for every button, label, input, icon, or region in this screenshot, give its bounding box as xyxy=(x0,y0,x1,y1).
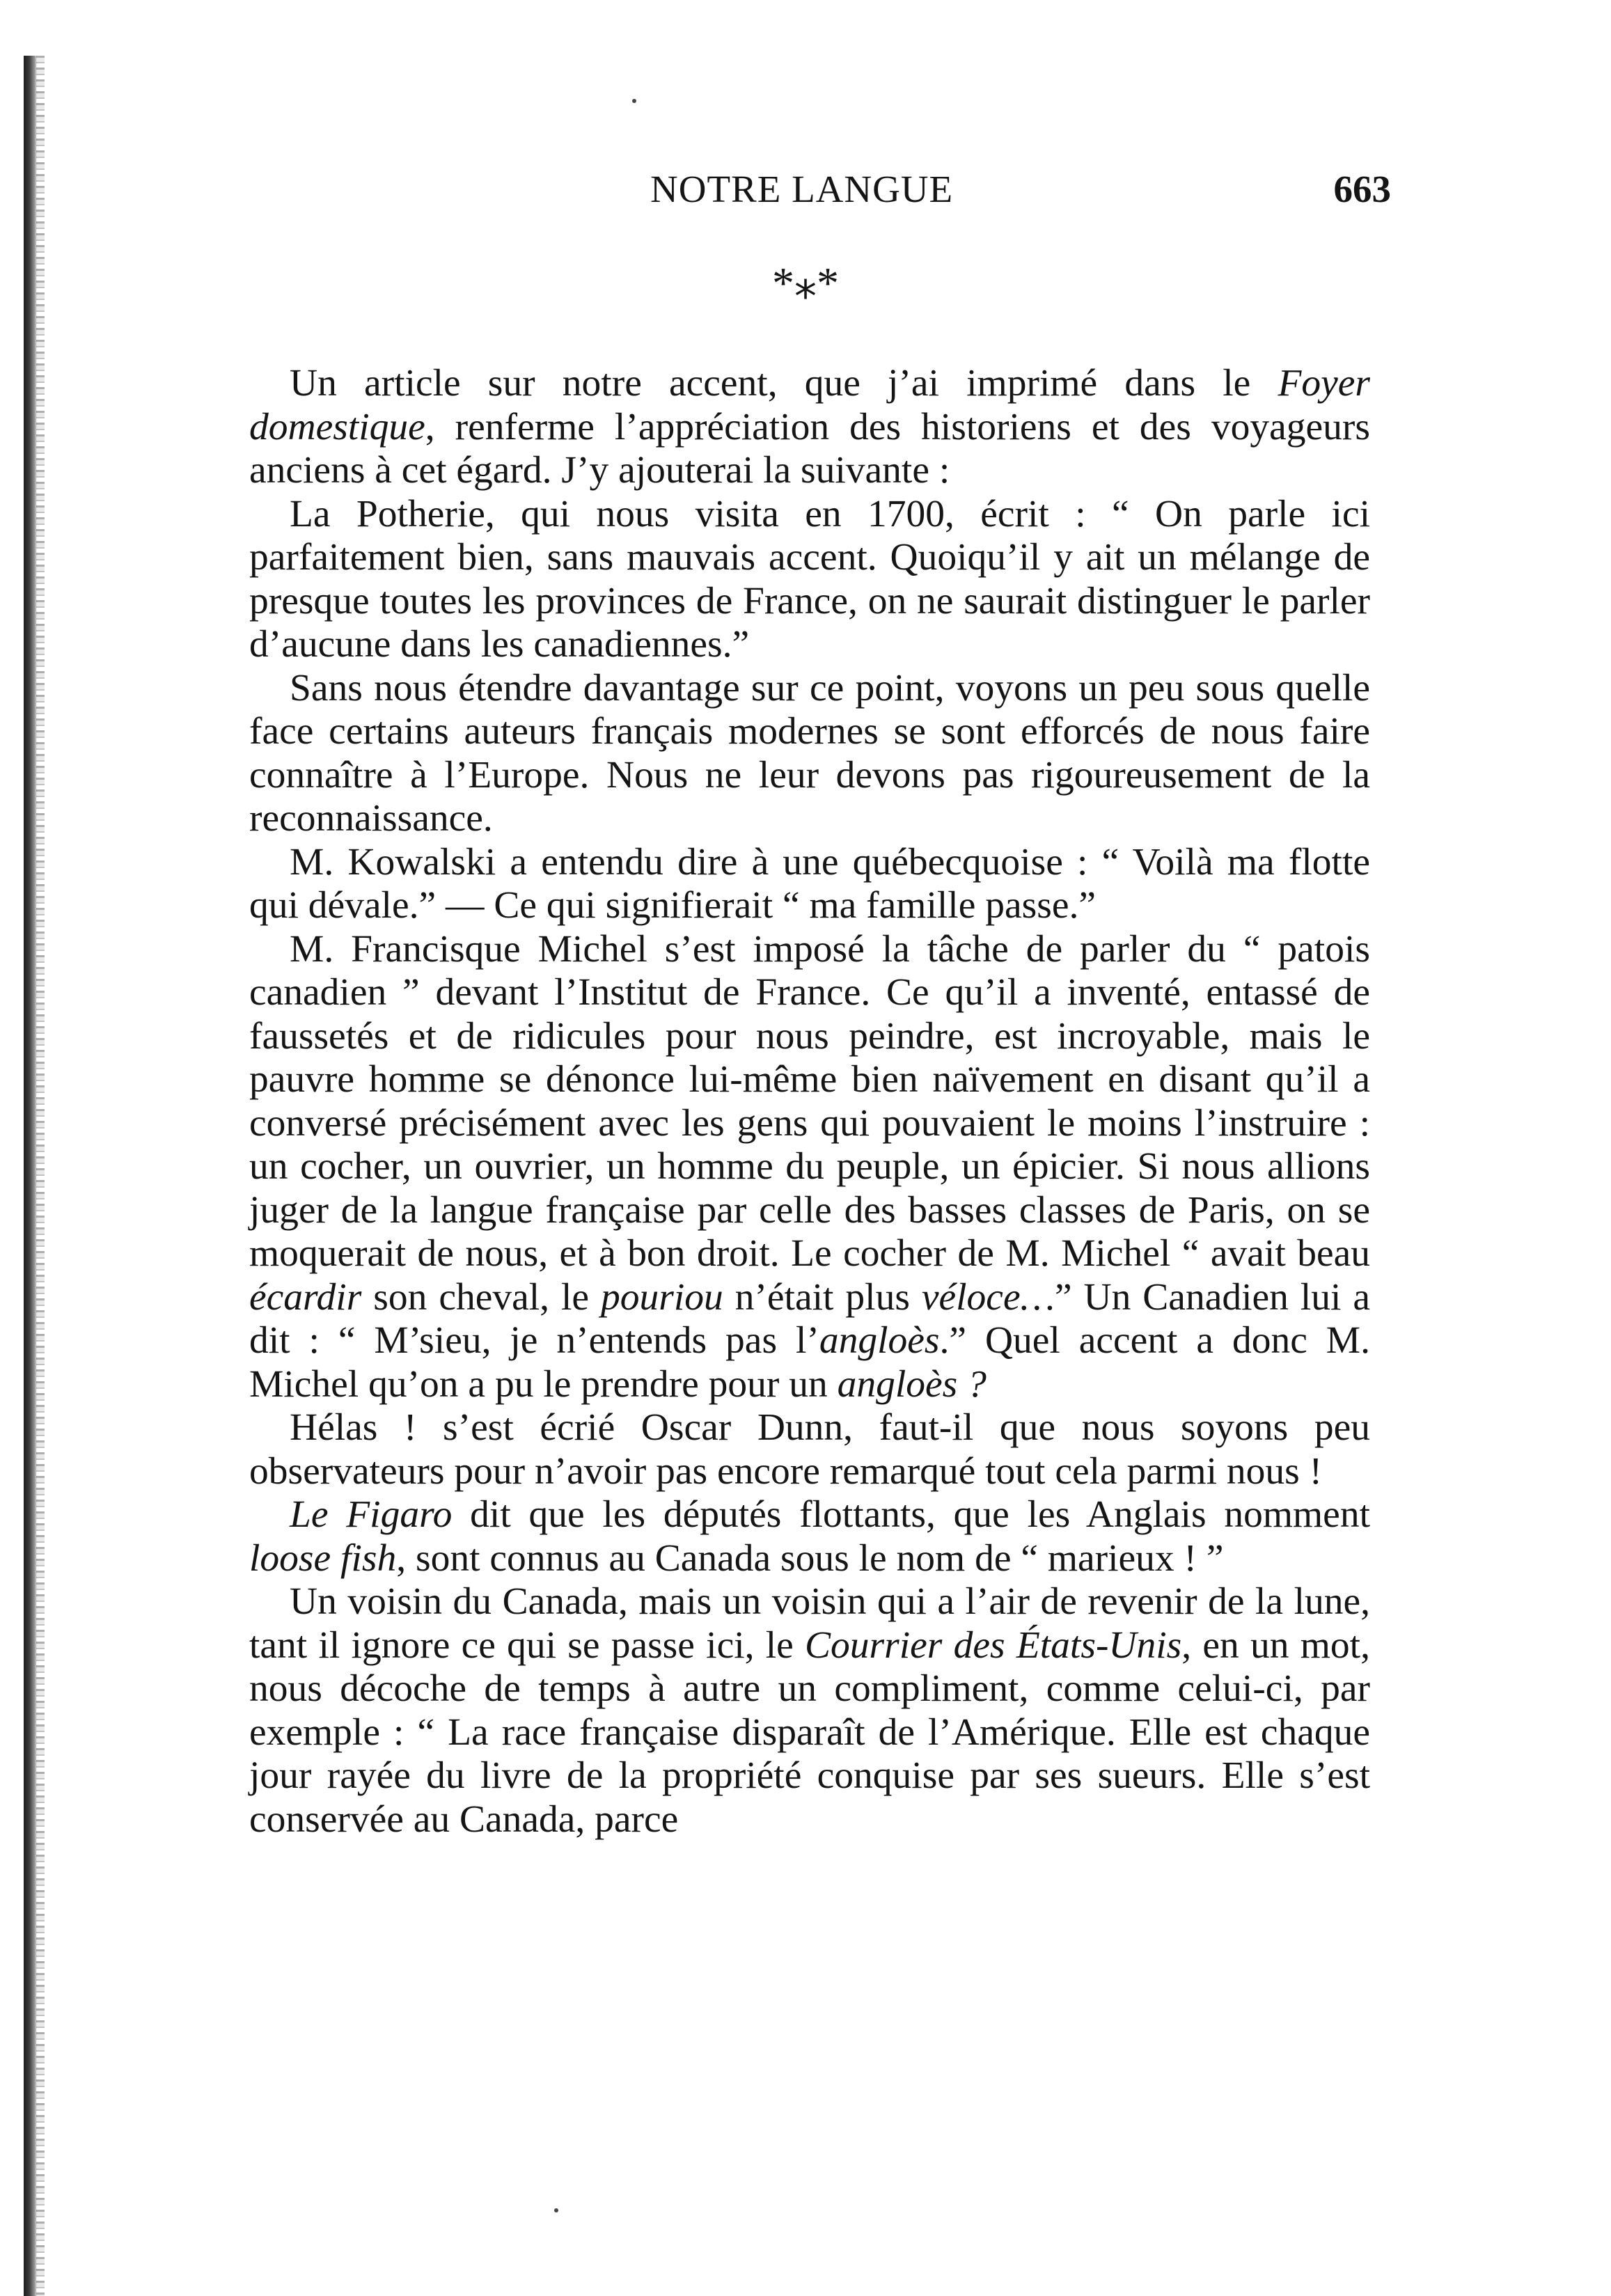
italic-text: angloès ? xyxy=(837,1362,987,1406)
italic-text: pouriou xyxy=(600,1275,723,1319)
italic-text: loose fish xyxy=(249,1536,397,1580)
text-run: .” Quel accent a donc M. Michel qu’on a pu le prendre pour un xyxy=(249,1319,1370,1406)
paragraph xyxy=(249,1493,1370,1580)
text-run: M. Francisque Michel s’est imposé la tâche de parler du “ patois canadien ” devant l’Institut de France. Ce qu’il a inventé, entassé de faussetés et de ridicules pour nous peindre, est incroyable, mais le pauvre homme se dénonce lui-même bien naïvement en disant qu’il a conversé précisément avec les gens qui pouvaient le moins l’instruire : un cocher, un ouvrier, un homme du peuple, un épicier. Si nous allions juger de la langue française par celle des basses classes de Paris, on se moquerait de nous, et à bon droit. Le cocher de M. Michel “ avait beau xyxy=(249,927,1370,1275)
text-run: , renferme l’appréciation des historiens et des voyageurs anciens à cet égard. J’y ajouterai la suivante : xyxy=(249,405,1370,492)
book-spine-edge xyxy=(36,56,45,2296)
text-run: Hélas ! s’est écrié Oscar Dunn, faut-il que nous soyons peu observateurs pour n’avoir pas encore remarqué tout cela parmi nous ! xyxy=(249,1406,1370,1493)
book-spine-shadow xyxy=(24,56,38,2296)
text-run: Un voisin du Canada, mais un voisin qui a l’air de revenir de la lune, tant il ignore ce qui se passe ici, le xyxy=(249,1580,1370,1667)
text-run: son cheval, le xyxy=(361,1275,601,1319)
text-run: , en un mot, nous décoche de temps à autre un compliment, comme celui-ci, par exemple : “ La race française disparaît de l’Amérique. Elle est chaque jour rayée du livre de la propriété conquise par ses sueurs. Elle s’est conservée au Canada, parce xyxy=(249,1623,1370,1841)
page-header xyxy=(246,167,1391,223)
text-run: M. Kowalski a entendu dire à une québecquoise : “ Voilà ma flotte qui dévale.” — Ce qui signifierait “ ma famille passe.” xyxy=(249,840,1370,927)
paragraph xyxy=(249,667,1370,841)
page-number: 663 xyxy=(1333,168,1391,210)
paragraph xyxy=(249,928,1370,1407)
italic-text: Foyer domestique xyxy=(249,362,1370,448)
running-title: NOTRE LANGUE xyxy=(650,168,954,210)
text-run: Un article sur notre accent, que j’ai imprimé dans le xyxy=(290,362,1278,404)
paragraph xyxy=(249,1406,1370,1493)
text-run: ” Un Canadien lui a dit : “ M’sieu, je n’entends pas l’ xyxy=(249,1275,1370,1362)
text-run: La Potherie, qui nous visita en 1700, écrit : “ On parle ici parfaitement bien, sans mauvais accent. Quoiqu’il y ait un mélange de presque toutes les provinces de France, on ne saurait distinguer le parler d’aucune dans les canadiennes.” xyxy=(249,492,1370,666)
print-speck xyxy=(632,99,636,103)
print-speck xyxy=(554,2208,558,2212)
italic-text: Le Figaro xyxy=(290,1493,453,1536)
italic-text: angloès xyxy=(819,1319,940,1362)
paragraph xyxy=(249,493,1370,667)
paragraph xyxy=(249,841,1370,928)
text-run: , sont connus au Canada sous le nom de “ marieux ! ” xyxy=(396,1536,1224,1580)
italic-text: véloce… xyxy=(921,1275,1055,1319)
text-run: Sans nous étendre davantage sur ce point, voyons un peu sous quelle face certains auteurs français modernes se sont efforcés de nous faire connaître à l’Europe. Nous ne leur devons pas rigoureusement de la reconnaissance. xyxy=(249,666,1370,840)
paragraph xyxy=(249,1580,1370,1841)
text-run: dit que les députés flottants, que les Anglais nomment xyxy=(452,1493,1370,1536)
section-ornament: *⁎* xyxy=(772,258,839,308)
paragraph xyxy=(249,362,1370,493)
text-run: n’était plus xyxy=(723,1275,922,1319)
italic-text: Courrier des États-Unis xyxy=(805,1623,1182,1667)
italic-text: écardir xyxy=(249,1275,362,1319)
body-text xyxy=(249,362,1370,1841)
